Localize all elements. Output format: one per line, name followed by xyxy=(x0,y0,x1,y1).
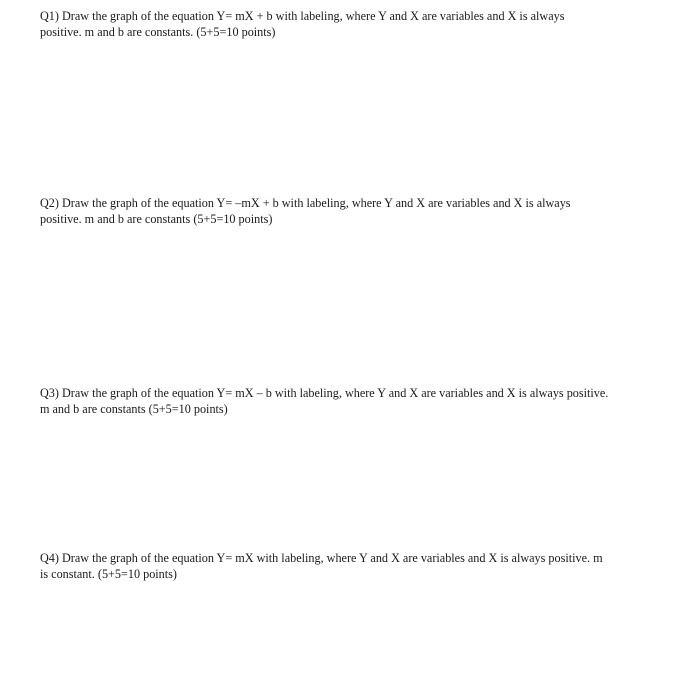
question-3-line-1: Q3) Draw the graph of the equation Y= mX – b with labeling, where Y and X are variables and X is always positive. xyxy=(40,386,609,400)
question-1 xyxy=(40,8,564,40)
question-3-line-2: m and b are constants (5+5=10 points) xyxy=(40,402,228,416)
question-2-line-2: positive. m and b are constants (5+5=10 points) xyxy=(40,212,273,226)
question-2-line-1: Q2) Draw the graph of the equation Y= –mX + b with labeling, where Y and X are variables and X is always xyxy=(40,196,571,210)
question-1-line-2: positive. m and b are constants. (5+5=10 points) xyxy=(40,25,276,39)
question-2 xyxy=(40,195,571,227)
question-4 xyxy=(40,550,603,582)
question-4-line-1: Q4) Draw the graph of the equation Y= mX with labeling, where Y and X are variables and X is always positive. m xyxy=(40,551,603,565)
question-3 xyxy=(40,385,608,417)
question-4-line-2: is constant. (5+5=10 points) xyxy=(40,567,177,581)
question-1-line-1: Q1) Draw the graph of the equation Y= mX + b with labeling, where Y and X are variables and X is always xyxy=(40,9,565,23)
